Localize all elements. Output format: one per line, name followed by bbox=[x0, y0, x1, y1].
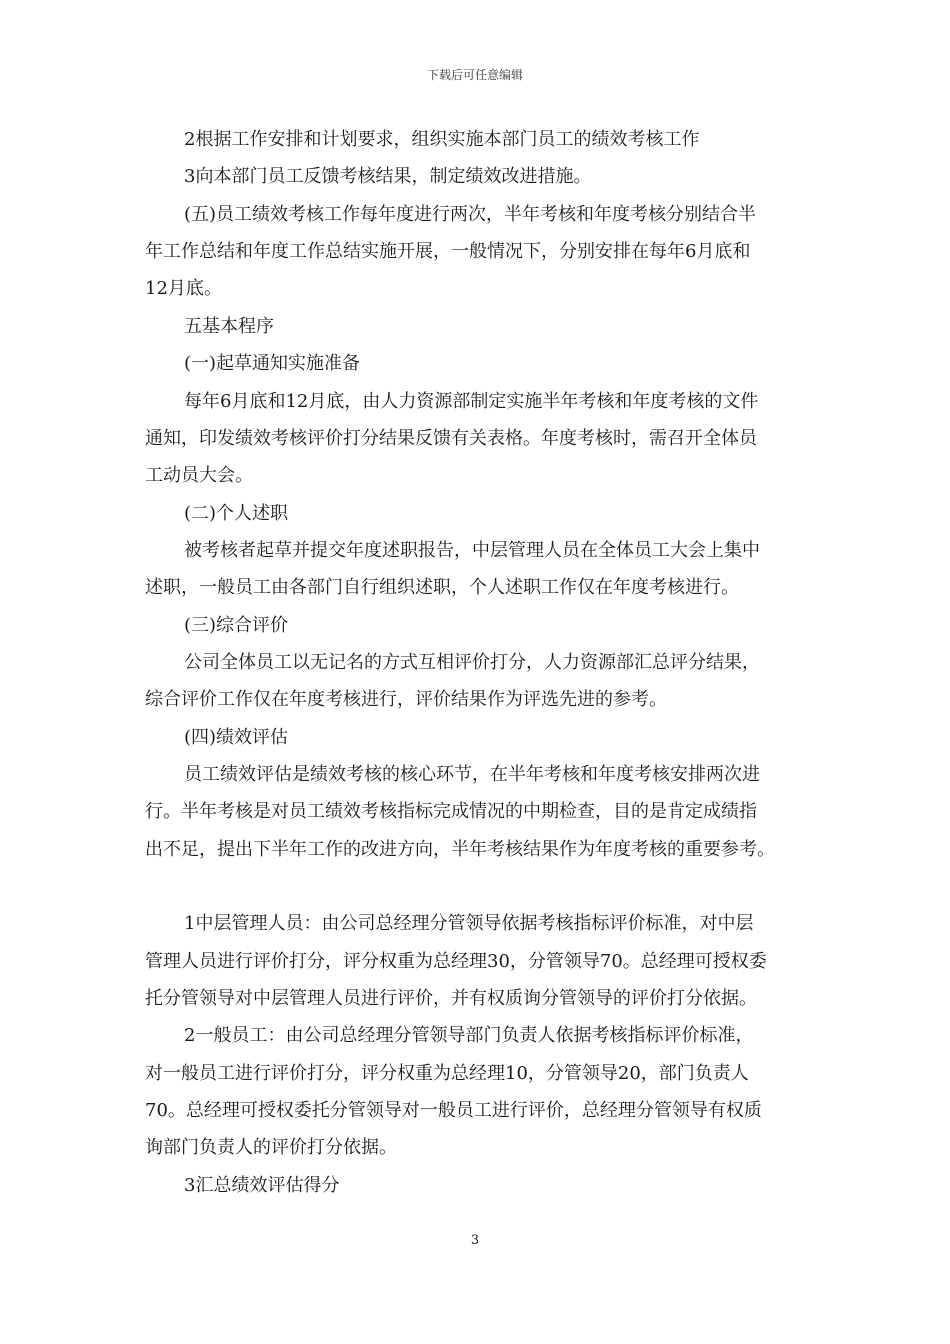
paragraph-line: 年工作总结和年度工作总结实施开展，一般情况下，分别安排在每年6月底和 bbox=[145, 241, 751, 262]
subsection-heading: (四)绩效评估 bbox=[184, 727, 289, 748]
paragraph-line: 对一般员工进行评价打分，评分权重为总经理10，分管领导20，部门负责人 bbox=[145, 1063, 749, 1084]
paragraph-line: 12月底。 bbox=[145, 278, 222, 299]
paragraph-line: 通知，印发绩效考核评价打分结果反馈有关表格。年度考核时，需召开全体员 bbox=[145, 428, 757, 449]
paragraph-line: 托分管领导对中层管理人员进行评价，并有权质询分管领导的评价打分依据。 bbox=[145, 988, 757, 1009]
paragraph-line: 行。半年考核是对员工绩效考核指标完成情况的中期检查，目的是肯定成绩指 bbox=[145, 801, 757, 822]
paragraph-line: 2根据工作安排和计划要求，组织实施本部门员工的绩效考核工作 bbox=[184, 129, 700, 150]
subsection-heading: (三)综合评价 bbox=[184, 615, 289, 636]
paragraph-line: 管理人员进行评价打分，评分权重为总经理30，分管领导70。总经理可授权委 bbox=[145, 951, 767, 972]
paragraph-line: 询部门负责人的评价打分依据。 bbox=[145, 1137, 397, 1158]
paragraph-line: 工动员大会。 bbox=[145, 465, 253, 486]
header-note: 下载后可任意编辑 bbox=[426, 68, 523, 82]
paragraph-line: 每年6月底和12月底，由人力资源部制定实施半年考核和年度考核的文件 bbox=[184, 391, 759, 412]
paragraph-line: 综合评价工作仅在年度考核进行，评价结果作为评选先进的参考。 bbox=[145, 689, 667, 710]
section-heading: 五基本程序 bbox=[184, 316, 274, 337]
paragraph-line: (五)员工绩效考核工作每年度进行两次，半年考核和年度考核分别结合半 bbox=[184, 204, 757, 225]
paragraph-line: 1中层管理人员：由公司总经理分管领导依据考核指标评价标准，对中层 bbox=[184, 913, 754, 934]
paragraph-line: 3向本部门员工反馈考核结果，制定绩效改进措施。 bbox=[184, 166, 592, 187]
paragraph-line: 2一般员工：由公司总经理分管领导部门负责人依据考核指标评价标准， bbox=[184, 1025, 754, 1046]
paragraph-line: 被考核者起草并提交年度述职报告，中层管理人员在全体员工大会上集中 bbox=[184, 540, 760, 561]
page-number: 3 bbox=[470, 1233, 480, 1248]
paragraph-line: 出不足，提出下半年工作的改进方向，半年考核结果作为年度考核的重要参考。 bbox=[145, 839, 775, 860]
paragraph-line: 70。总经理可授权委托分管领导对一般员工进行评价，总经理分管领导有权质 bbox=[145, 1100, 762, 1121]
paragraph-line: 3汇总绩效评估得分 bbox=[184, 1175, 340, 1196]
paragraph-line: 公司全体员工以无记名的方式互相评价打分，人力资源部汇总评分结果， bbox=[184, 652, 760, 673]
subsection-heading: (一)起草通知实施准备 bbox=[184, 353, 361, 374]
paragraph-line: 述职，一般员工由各部门自行组织述职，个人述职工作仅在年度考核进行。 bbox=[145, 577, 739, 598]
subsection-heading: (二)个人述职 bbox=[184, 503, 289, 524]
paragraph-line: 员工绩效评估是绩效考核的核心环节，在半年考核和年度考核安排两次进 bbox=[184, 764, 760, 785]
